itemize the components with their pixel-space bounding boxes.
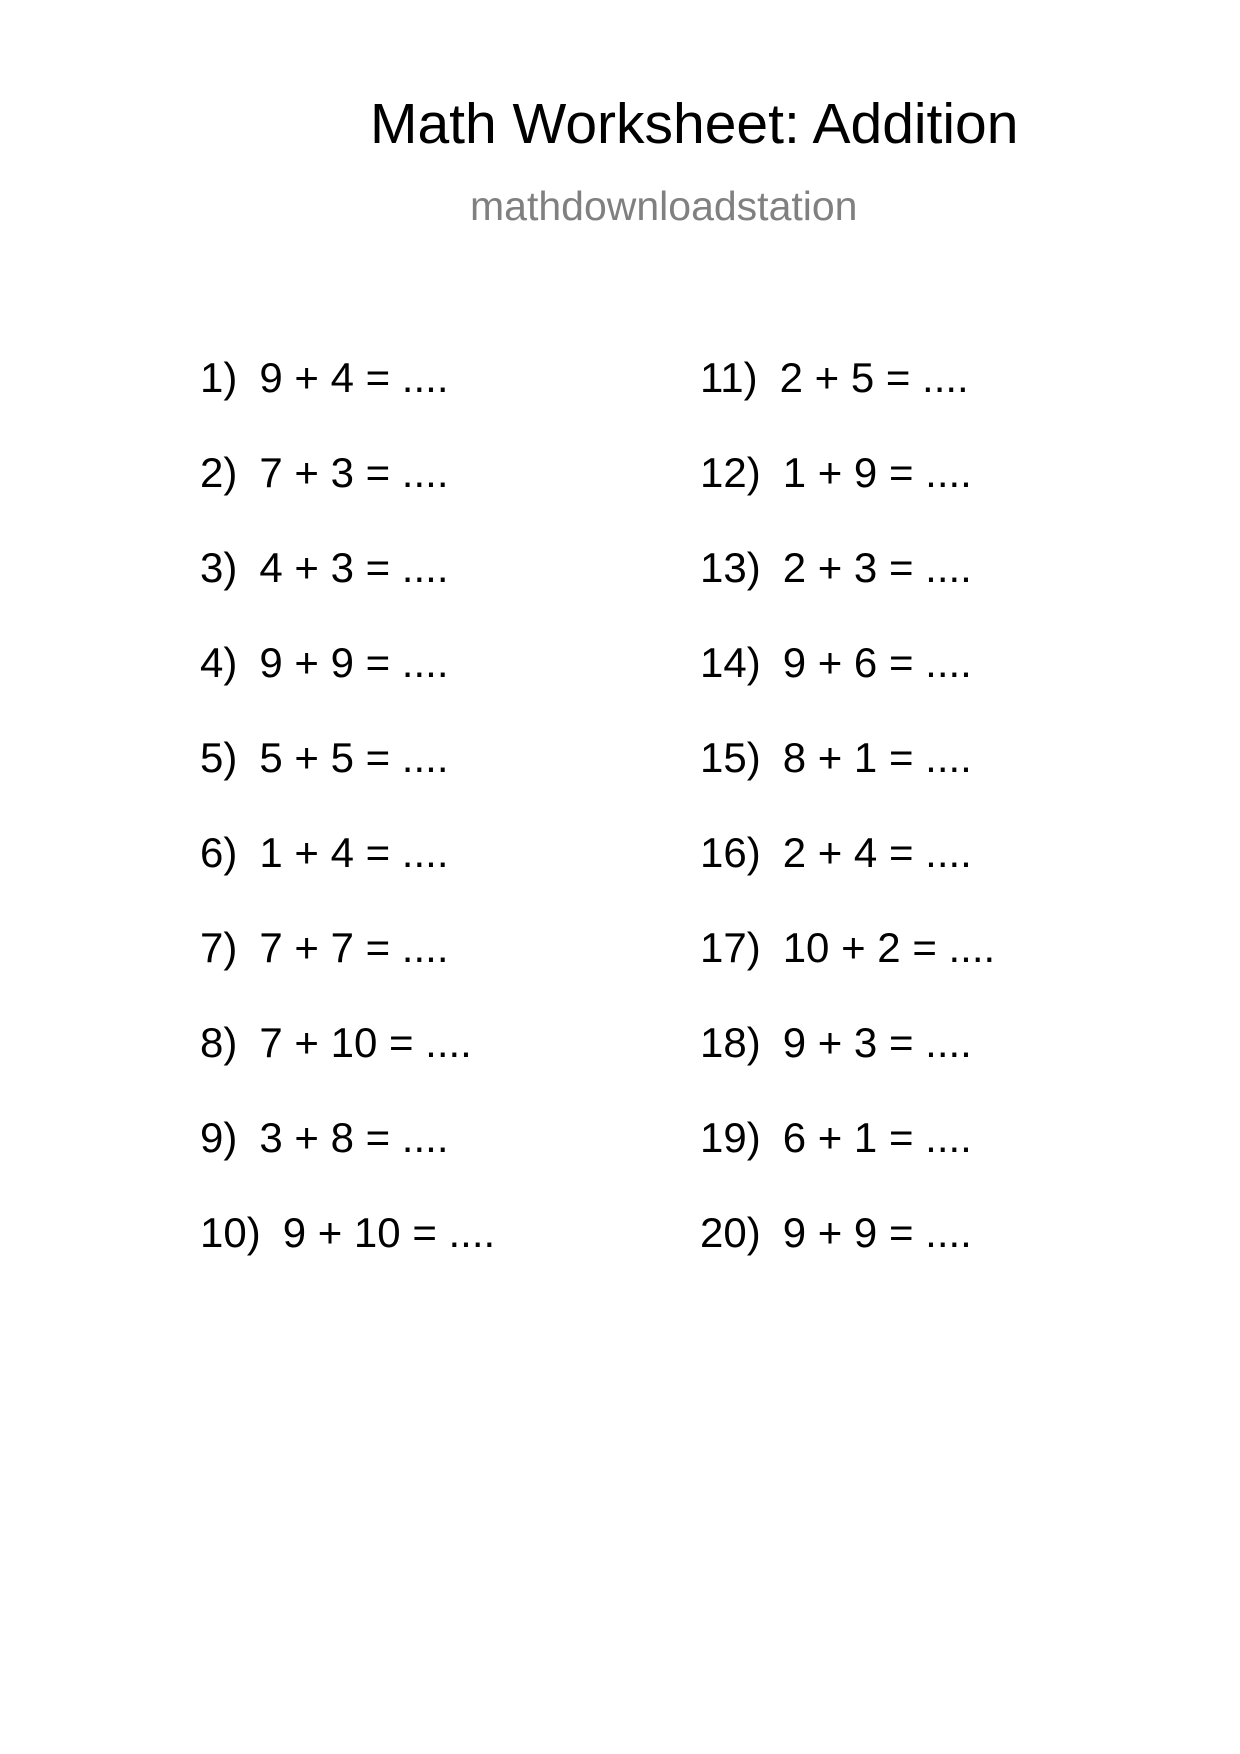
problem-expression: 7 + 3 = ....: [259, 449, 449, 496]
problem-15: [700, 734, 972, 781]
problem-1: [200, 354, 449, 401]
problem-9: [200, 1114, 449, 1161]
problem-number: 4): [200, 639, 238, 686]
problem-11: [700, 354, 969, 401]
problem-expression: 9 + 4 = ....: [259, 354, 449, 401]
problem-number: 14): [700, 639, 761, 686]
problem-expression: 5 + 5 = ....: [259, 734, 449, 781]
problem-8: [200, 1019, 472, 1066]
problem-number: 15): [700, 734, 761, 781]
problem-expression: 2 + 4 = ....: [782, 829, 972, 876]
page-title: Math Worksheet: Addition: [370, 92, 1019, 156]
problem-number: 17): [700, 924, 761, 971]
problem-number: 6): [200, 829, 238, 876]
problem-5: [200, 734, 449, 781]
problem-20: [700, 1209, 972, 1256]
problem-expression: 9 + 10 = ....: [282, 1209, 496, 1256]
problem-number: 12): [700, 449, 761, 496]
problem-16: [700, 829, 972, 876]
problem-2: [200, 449, 449, 496]
problem-expression: 4 + 3 = ....: [259, 544, 449, 591]
problem-number: 13): [700, 544, 761, 591]
problem-number: 10): [200, 1209, 261, 1256]
problem-number: 19): [700, 1114, 761, 1161]
problem-expression: 1 + 4 = ....: [259, 829, 449, 876]
problem-expression: 9 + 6 = ....: [782, 639, 972, 686]
problem-7: [200, 924, 449, 971]
problem-expression: 10 + 2 = ....: [782, 924, 996, 971]
problem-expression: 1 + 9 = ....: [782, 449, 972, 496]
problem-expression: 9 + 9 = ....: [259, 639, 449, 686]
problem-expression: 6 + 1 = ....: [782, 1114, 972, 1161]
problem-12: [700, 449, 972, 496]
problem-14: [700, 639, 972, 686]
problem-19: [700, 1114, 972, 1161]
problem-number: 3): [200, 544, 238, 591]
problem-number: 16): [700, 829, 761, 876]
page-subtitle: mathdownloadstation: [470, 183, 858, 229]
problem-expression: 2 + 5 = ....: [779, 354, 969, 401]
problem-number: 5): [200, 734, 238, 781]
problem-expression: 7 + 7 = ....: [259, 924, 449, 971]
problem-13: [700, 544, 972, 591]
problem-18: [700, 1019, 972, 1066]
problem-3: [200, 544, 449, 591]
problem-10: [200, 1209, 496, 1256]
problem-6: [200, 829, 449, 876]
problem-number: 8): [200, 1019, 238, 1066]
problem-number: 18): [700, 1019, 761, 1066]
problem-expression: 8 + 1 = ....: [782, 734, 972, 781]
problem-expression: 2 + 3 = ....: [782, 544, 972, 591]
problem-number: 11): [700, 354, 758, 401]
problem-number: 7): [200, 924, 238, 971]
problem-expression: 9 + 9 = ....: [782, 1209, 972, 1256]
problem-4: [200, 639, 449, 686]
problem-expression: 9 + 3 = ....: [782, 1019, 972, 1066]
problem-number: 1): [200, 354, 238, 401]
problem-number: 20): [700, 1209, 761, 1256]
problem-17: [700, 924, 996, 971]
problem-expression: 3 + 8 = ....: [259, 1114, 449, 1161]
problem-number: 9): [200, 1114, 238, 1161]
problem-number: 2): [200, 449, 238, 496]
problem-expression: 7 + 10 = ....: [259, 1019, 472, 1066]
